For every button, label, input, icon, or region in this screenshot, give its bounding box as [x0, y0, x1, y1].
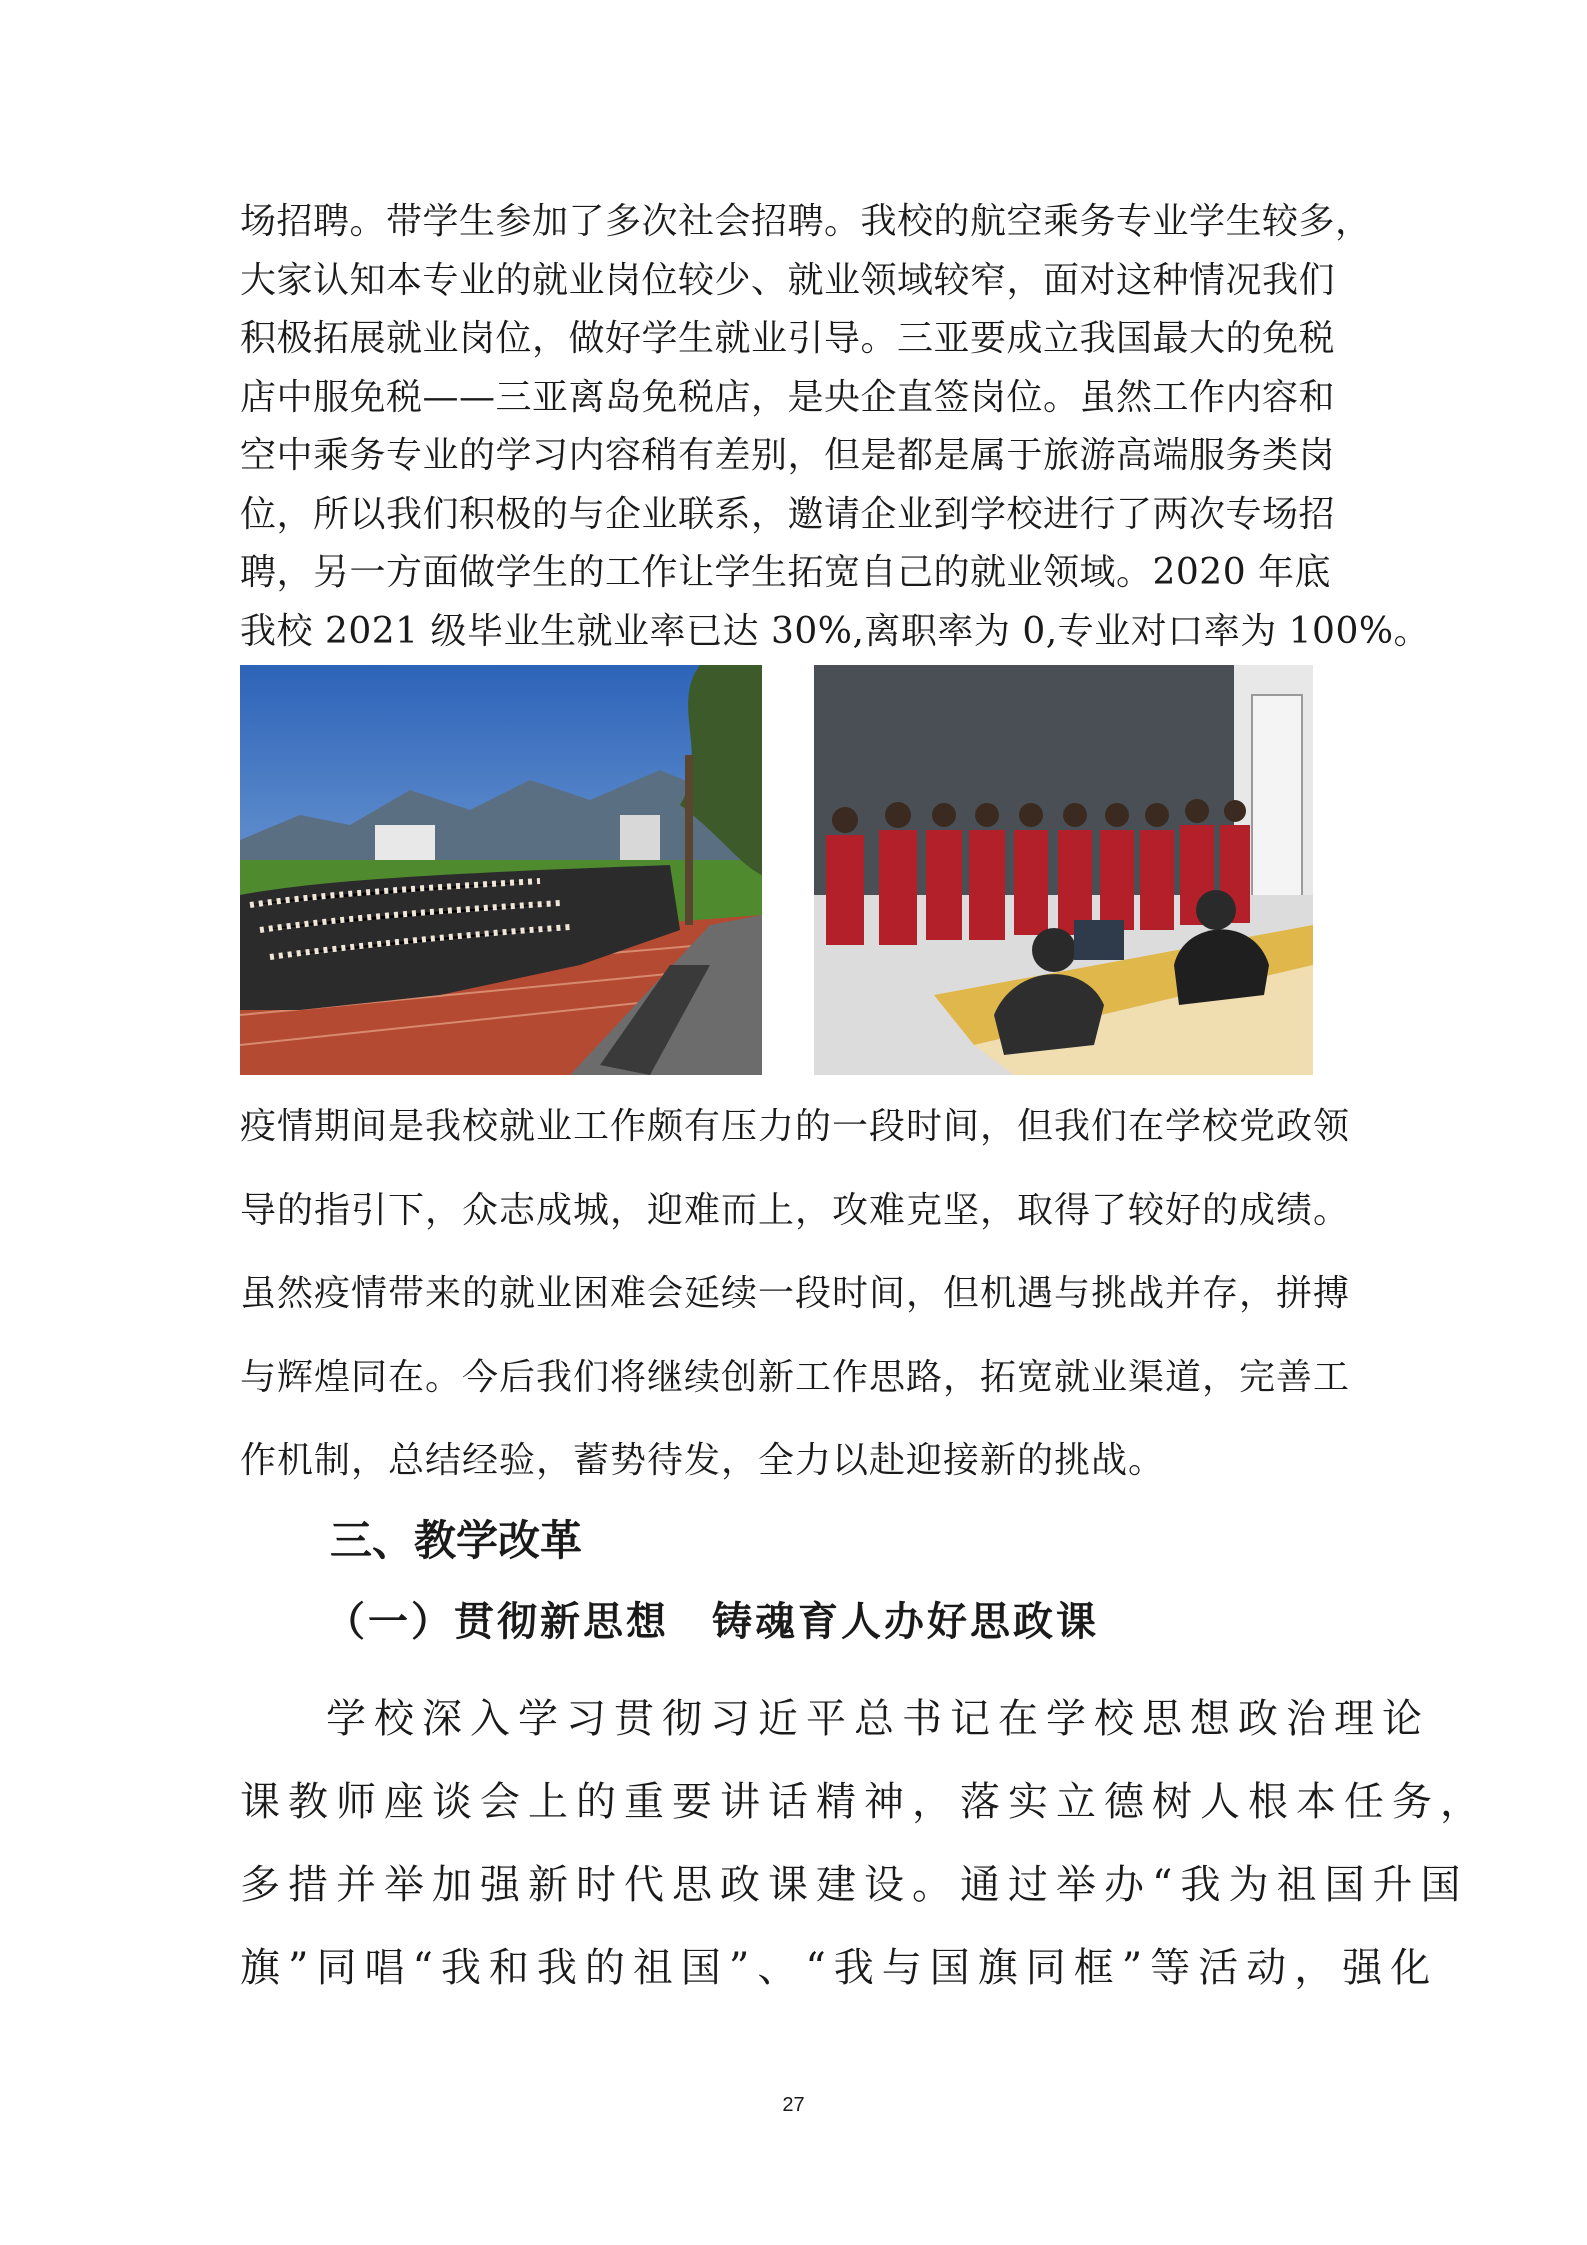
- text-line: 积极拓展就业岗位，做好学生就业引导。三亚要成立我国最大的免税: [240, 318, 1336, 359]
- text-line: 导的指引下，众志成城，迎难而上，攻难克坚，取得了较好的成绩。: [240, 1189, 1351, 1231]
- text-line: 课教师座谈会上的重要讲话精神，落实立德树人根本任务，: [240, 1779, 1488, 1825]
- page-number: 27: [782, 2094, 805, 2116]
- paragraph-employment: [240, 193, 1431, 661]
- text-line: 旗”同唱“我和我的祖国”、“我与国旗同框”等活动，强化: [240, 1945, 1439, 1991]
- paragraph-epidemic: [240, 1085, 1350, 1503]
- text-line: 位，所以我们积极的与企业联系，邀请企业到学校进行了两次专场招: [240, 493, 1336, 535]
- text-line: 作机制，总结经验，蓄势待发，全力以赴迎接新的挑战。: [240, 1440, 1166, 1481]
- text-line: 我校 2021 级毕业生就业率已达 30%,离职率为 0,专业对口率为 100%。: [240, 610, 1431, 652]
- text-line: 店中服免税——三亚离岛免税店，是央企直签岗位。虽然工作内容和: [240, 376, 1336, 418]
- text-line: 疫情期间是我校就业工作颇有压力的一段时间，但我们在学校党政领: [240, 1106, 1351, 1147]
- text-line: 多措并举加强新时代思政课建设。通过举办“我为祖国升国: [240, 1862, 1469, 1908]
- text-line: 虽然疫情带来的就业困难会延续一段时间，但机遇与挑战并存，拼搏: [240, 1273, 1351, 1314]
- subsection-heading: （一）贯彻新思想 铸魂育人办好思政课: [325, 1598, 1099, 1645]
- paragraph-ideology: [240, 1678, 1488, 2010]
- text-line: 学校深入学习贯彻习近平总书记在学校思想政治理论: [326, 1696, 1430, 1742]
- photo-attendants-interview: [814, 665, 1313, 1075]
- text-line: 空中乘务专业的学习内容稍有差别，但是都是属于旅游高端服务类岗: [240, 435, 1336, 476]
- section-heading: 三、教学改革: [330, 1516, 583, 1565]
- text-line: 场招聘。带学生参加了多次社会招聘。我校的航空乘务专业学生较多，: [240, 201, 1372, 242]
- text-line: 聘，另一方面做学生的工作让学生拓宽自己的就业领域。2020 年底: [240, 552, 1332, 593]
- text-line: 与辉煌同在。今后我们将继续创新工作思路，拓宽就业渠道，完善工: [240, 1356, 1351, 1398]
- text-line: 大家认知本专业的就业岗位较少、就业领域较窄，面对这种情况我们: [240, 259, 1336, 301]
- photo-students-on-track: [240, 665, 762, 1075]
